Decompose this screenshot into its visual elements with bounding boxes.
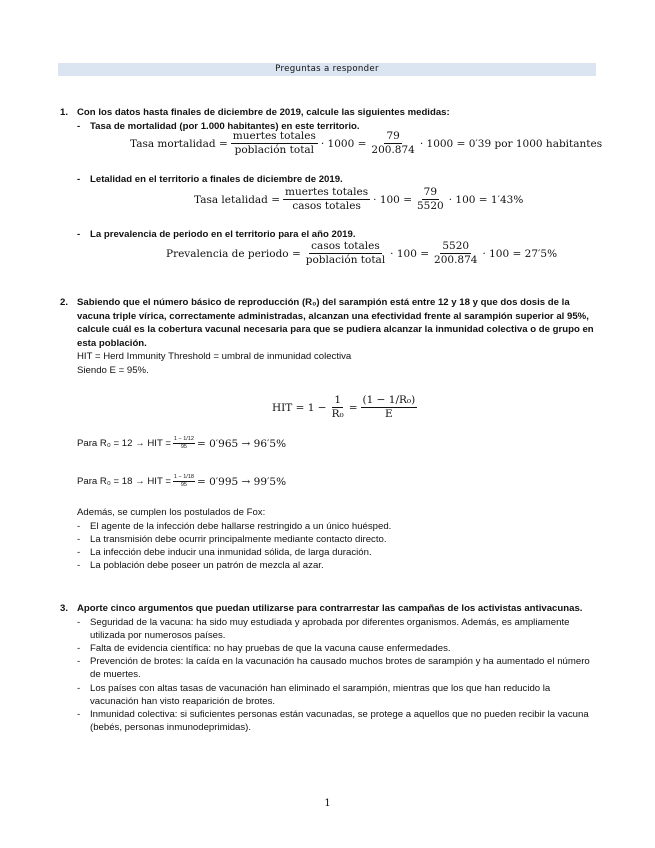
- q1-item-3: - La prevalencia de periodo en el territorio para el año 2019.: [60, 228, 595, 241]
- question-2-heading: 2. Sabiendo que el número básico de reproducción (R₀) del sarampión está entre 12 y 18 y que dos dosis de la vacuna triple vírica, correctamente administradas, alcanzan una efectividad frente al sarampión superior al 95%, calcule cuál es la cobertura vacunal necesaria para que se pudiera alcanzar la inmunidad colectiva o de grupo en esta población.: [60, 297, 594, 349]
- list-item: - Falta de evidencia científica: no hay pruebas de que la vacuna cause enfermedades.: [60, 642, 595, 655]
- q1-item-2: - Letalidad en el territorio a finales de diciembre de 2019.: [60, 173, 595, 186]
- prevalence-equation: Prevalencia de periodo = $\frac{\text{casos totales}}{\text{población total}}$ · 100 = $\frac{5520}{200.874}$ · 100 = 27′5%: [166, 240, 558, 266]
- case-r0-18: Para R₀ = 18 → HIT = $\frac{1 - 1/18}{95}$ = 0′995 → 99′5%: [77, 474, 287, 488]
- hit-definition: HIT = Herd Immunity Threshold = umbral de inmunidad colectiva: [77, 351, 352, 362]
- question-2: [60, 296, 595, 377]
- question-3: [60, 602, 595, 734]
- arguments-list: [60, 616, 595, 735]
- fox-intro: Además, se cumplen los postulados de Fox:: [77, 507, 266, 518]
- list-item: - Seguridad de la vacuna: ha sido muy estudiada y aprobada por diferentes organismos. Además, es ampliamente utilizada por numerosos países.: [60, 616, 595, 642]
- list-item: - El agente de la infección debe hallarse restringido a un único huésped.: [60, 520, 595, 533]
- list-item: - La población debe poseer un patrón de mezcla al azar.: [60, 559, 595, 572]
- q1-item-1-label: - Tasa de mortalidad (por 1.000 habitantes) en este territorio.: [60, 120, 595, 133]
- efficacy-definition: Siendo E = 95%.: [77, 364, 149, 376]
- question-3-heading: 3. Aporte cinco argumentos que puedan utilizarse para contrarrestar las campañas de los activistas antivacunas.: [60, 603, 583, 614]
- mortality-equation: Tasa mortalidad = $\frac{\text{muertes totales}}{\text{población total}}$ · 1000 = $\frac{79}{200.874}$ · 1000 = 0′39 por 1000 habitantes: [130, 130, 603, 156]
- page-number: 1: [324, 798, 331, 809]
- list-item: - La infección debe inducir una inmunidad sólida, de larga duración.: [60, 546, 595, 559]
- list-item: - Prevención de brotes: la caída en la vacunación ha causado muchos brotes de sarampión y ha aumentado el número de muertes.: [60, 655, 595, 681]
- list-item: - La transmisión debe ocurrir principalmente mediante contacto directo.: [60, 533, 595, 546]
- hit-formula: HIT = 1 − $\frac{1}{\text{R₀}}$ = $\frac{\text{(1 − 1/R₀)}}{E}$: [272, 394, 416, 420]
- question-1-heading: 1. Con los datos hasta finales de diciembre de 2019, calcule las siguientes medidas:: [60, 107, 450, 118]
- lethality-equation: Tasa letalidad = $\frac{\text{muertes totales}}{\text{casos totales}}$ · 100 = $\frac{79}{5520}$ · 100 = 1′43%: [194, 186, 524, 212]
- list-item: - Inmunidad colectiva: si suficientes personas están vacunadas, se protege a aquellos que no pueden recibir la vacuna (bebés, personas inmunodeprimidas).: [60, 708, 595, 734]
- fox-list: [60, 520, 595, 573]
- list-item: - Los países con altas tasas de vacunación han eliminado el sarampión, mientras que los que han reducido la vacunación han visto reaparición de brotes.: [60, 682, 595, 708]
- fox-postulates: [60, 506, 595, 572]
- question-1: [60, 106, 595, 133]
- page-header: Preguntas a responder: [58, 63, 596, 76]
- case-r0-12: Para R₀ = 12 → HIT = $\frac{1 - 1/12}{95}$ = 0′965 → 96′5%: [77, 436, 287, 450]
